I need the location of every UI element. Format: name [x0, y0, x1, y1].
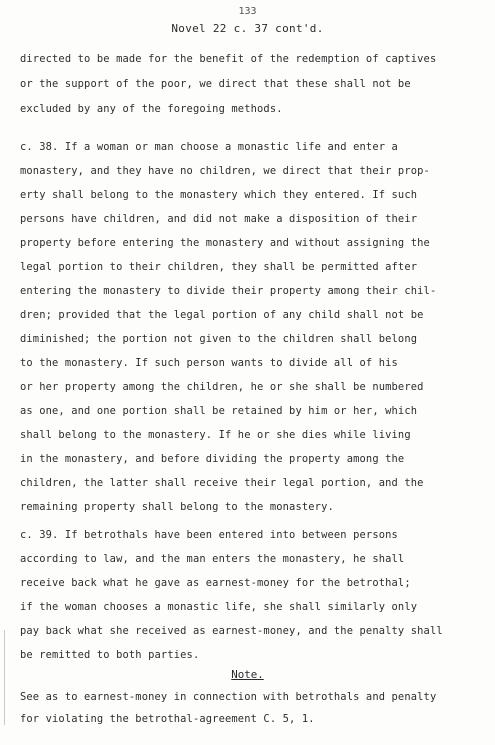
paragraph-c39-line-6: be remitted to both parties.	[20, 649, 200, 661]
paragraph-c39-line-2: according to law, and the man enters the monastery, he shall	[20, 553, 405, 565]
paragraph-c39-line-5: pay back what she received as earnest-money, and the penalty shall	[20, 625, 443, 637]
paragraph-c38-line-7: entering the monastery to divide their property among their chil-	[20, 285, 437, 297]
paragraph-c39-line-3: receive back what he gave as earnest-money for the betrothal;	[20, 577, 411, 589]
note-line-2: for violating the betrothal-agreement C. 5, 1.	[20, 713, 315, 725]
page-number: 133	[238, 6, 257, 17]
paragraph-1-line-2: or the support of the poor, we direct that these shall not be	[20, 78, 411, 90]
note-line-1: See as to earnest-money in connection with betrothals and penalty	[20, 691, 437, 703]
paragraph-c38-line-3: erty shall belong to the monastery which they entered. If such	[20, 189, 418, 201]
paragraph-c38-line-2: monastery, and they have no children, we direct that their prop-	[20, 165, 430, 177]
paragraph-c38-line-11: or her property among the children, he or she shall be numbered	[20, 381, 424, 393]
paragraph-c38-line-14: in the monastery, and before dividing the property among the	[20, 453, 405, 465]
paragraph-c38-line-9: diminished; the portion not given to the children shall belong	[20, 333, 418, 345]
paragraph-c38-line-12: as one, and one portion shall be retained by him or her, which	[20, 405, 418, 417]
paragraph-c38-line-16: remaining property shall belong to the monastery.	[20, 501, 334, 513]
paragraph-c38-line-6: legal portion to their children, they shall be permitted after	[20, 261, 418, 273]
paragraph-c39-line-4: if the woman chooses a monastic life, she shall similarly only	[20, 601, 418, 613]
paragraph-1-line-3: excluded by any of the foregoing methods.	[20, 103, 283, 115]
running-head: Novel 22 c. 37 cont'd.	[171, 22, 324, 35]
paragraph-c39-line-1: c. 39. If betrothals have been entered into between persons	[20, 529, 398, 541]
paragraph-c38-line-13: shall belong to the monastery. If he or she dies while living	[20, 429, 411, 441]
paragraph-c38-line-8: dren; provided that the legal portion of any child shall not be	[20, 309, 424, 321]
paragraph-c38-line-1: c. 38. If a woman or man choose a monastic life and enter a	[20, 141, 398, 153]
paragraph-1-line-1: directed to be made for the benefit of the redemption of captives	[20, 53, 437, 65]
paragraph-c38-line-5: property before entering the monastery and without assigning the	[20, 237, 430, 249]
paragraph-c38-line-4: persons have children, and did not make a disposition of their	[20, 213, 418, 225]
paragraph-c38-line-15: children, the latter shall receive their legal portion, and the	[20, 477, 424, 489]
note-heading: Note.	[231, 668, 264, 681]
paragraph-c38-line-10: to the monastery. If such person wants to divide all of his	[20, 357, 398, 369]
